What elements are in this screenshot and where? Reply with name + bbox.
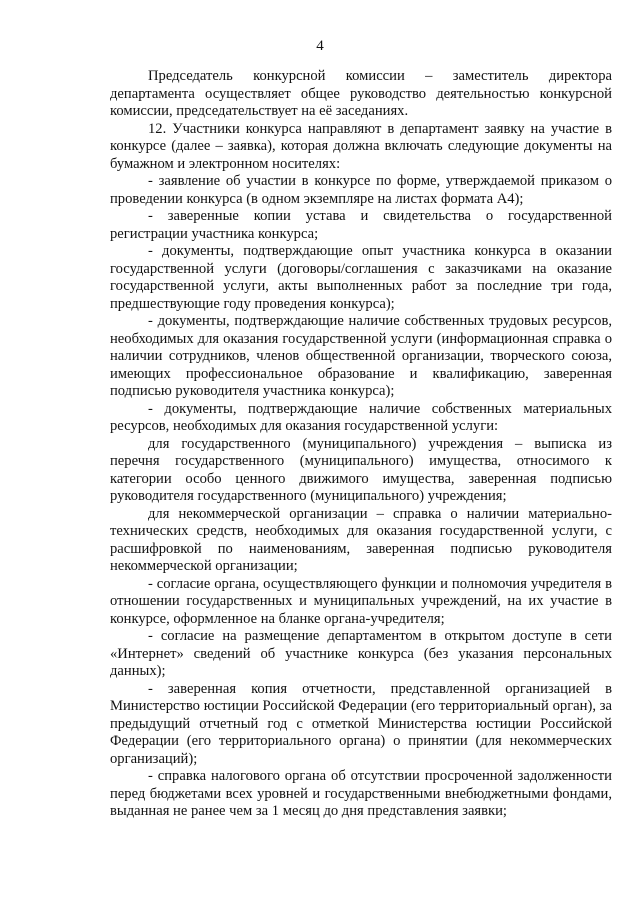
paragraph-chairman-role: Председатель конкурсной комиссии – заместитель директора департамента осуществляет общее руководство деятельностью конкурсной комиссии, председательствует на её заседаниях.	[110, 68, 612, 119]
list-item-publication-consent: - согласие на размещение департаментом в открытом доступе в сети «Интернет» сведений об участнике конкурса (без указания персональных данных);	[110, 628, 612, 679]
list-item-experience-documents: - документы, подтверждающие опыт участника конкурса в оказании государственной услуги (договоры/соглашения с заказчиками на оказание государственной услуги, акты выполненных работ за последние три года, предшествующие году проведения конкурса);	[110, 243, 612, 312]
list-item-charter-copies: - заверенные копии устава и свидетельства о государственной регистрации участника конкурса;	[110, 208, 612, 242]
list-item-tax-certificate: - справка налогового органа об отсутствии просроченной задолженности перед бюджетами всех уровней и государственными внебюджетными фондами, выданная не ранее чем за 1 месяц до дня представления заявки;	[110, 768, 612, 819]
paragraph-application-requirements: 12. Участники конкурса направляют в департамент заявку на участие в конкурсе (далее – заявка), которая должна включать следующие документы на бумажном и электронном носителях:	[110, 120, 612, 172]
sub-item-nonprofit-organization: для некоммерческой организации – справка о наличии материально-технических средств, необходимых для оказания государственной услуги, с расшифровкой по наименованиям, заверенная подписью руководителя некоммерческой организации;	[110, 505, 612, 574]
list-item-founder-consent: - согласие органа, осуществляющего функции и полномочия учредителя в отношении государственных и муниципальных учреждений, на их участие в конкурсе, оформленное на бланке органа-учредителя;	[110, 575, 612, 627]
list-item-labor-resources: - документы, подтверждающие наличие собственных трудовых ресурсов, необходимых для оказания государственной услуги (информационная справка о наличии сотрудников, членов общественной организации, творческого союза, имеющих профессиональное образование и квалификацию, заверенная подписью руководителя участника конкурса);	[110, 313, 612, 399]
sub-item-state-institution: для государственного (муниципального) учреждения – выписка из перечня государственного (муниципального) имущества, относимого к категории особо ценного движимого имущества, заверенная подписью руководителя государственного (муниципального) учреждения;	[110, 435, 612, 504]
list-item-reporting-copy: - заверенная копия отчетности, представленной организацией в Министерство юстиции Российской Федерации (его территориальный орган), за предыдущий отчетный год с отметкой Министерства юстиции Российской Федерации (его территориального органа) о принятии (для некоммерческих организаций);	[110, 680, 612, 767]
document-body	[110, 68, 612, 821]
list-item-material-resources: - документы, подтверждающие наличие собственных материальных ресурсов, необходимых для оказания государственной услуги:	[110, 400, 612, 434]
page-number: 4	[316, 38, 324, 54]
list-item-application-statement: - заявление об участии в конкурсе по форме, утверждаемой приказом о проведении конкурса (в одном экземпляре на листах формата А4);	[110, 173, 612, 207]
